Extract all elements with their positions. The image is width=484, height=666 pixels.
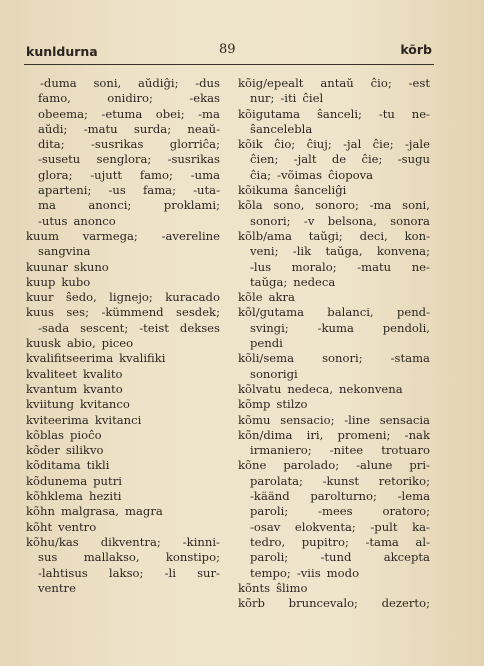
entry-line: kõlvatu nedeca, nekonvena xyxy=(238,381,403,396)
entry-line: kõla sono, sonoro; -ma soni, xyxy=(238,198,430,213)
header-right-guideword: kõrb xyxy=(400,42,432,57)
entry-line: aŭdi; -matu surda; neaŭ- xyxy=(38,121,220,136)
entry-line: kõrb bruncevalo; dezerto; xyxy=(238,596,430,611)
entry-line: -käänd parolturno; -lema xyxy=(250,489,430,504)
entry-line: kõik ĉio; ĉiuj; -jal ĉie; -jale xyxy=(238,137,430,152)
entry-line: veni; -lik taŭga, konvena; xyxy=(250,244,430,259)
left-column xyxy=(26,76,220,596)
entry-line: kõig/epealt antaŭ ĉio; -est xyxy=(238,76,430,90)
page-number: 89 xyxy=(219,42,236,57)
entry-line: dita; -susrikas glorriĉa; xyxy=(38,137,220,152)
entry-line: -duma soni, aŭdiĝi; -dus xyxy=(40,76,220,90)
entry-line: parolata; -kunst retoriko; xyxy=(250,473,430,488)
entry-line: kõlb/ama taŭgi; deci, kon- xyxy=(238,228,430,243)
right-column xyxy=(238,76,430,611)
entry-line: obeema; -etuma obei; -ma xyxy=(38,106,220,121)
page-header xyxy=(26,42,432,62)
entry-line: kõnts ŝlimo xyxy=(238,580,308,595)
entry-line: tempo; -viis modo xyxy=(250,565,360,580)
entry-line: kuus ses; -kümmend sesdek; xyxy=(26,305,220,320)
entry-line: kõn/dima iri, promeni; -nak xyxy=(238,427,430,442)
entry-line: kviteerima kvitanci xyxy=(26,412,142,427)
entry-line: kõhklema heziti xyxy=(26,489,122,504)
entry-line: kõle akra xyxy=(238,290,295,305)
entry-line: irmaniero; -nitee trotuaro xyxy=(250,443,430,458)
entry-line: ventre xyxy=(38,580,76,595)
entry-line: kviitung kvitanco xyxy=(26,397,130,412)
entry-line: sonori; -v belsona, sonora xyxy=(250,213,430,228)
entry-line: kõht ventro xyxy=(26,519,97,534)
entry-line: glora; -ujutt famo; -uma xyxy=(38,167,220,182)
entry-line: ĉia; -võimas ĉiopova xyxy=(250,167,374,182)
entry-line: kõder silikvo xyxy=(26,443,104,458)
entry-line: kõigutama ŝanceli; -tu ne- xyxy=(238,106,430,121)
entry-line: paroli; -mees oratoro; xyxy=(250,504,430,519)
entry-line: tedro, pupitro; -tama al- xyxy=(250,534,430,549)
entry-line: kõditama tikli xyxy=(26,458,110,473)
entry-line: kõhu/kas dikventra; -kinni- xyxy=(26,534,220,549)
entry-line: kõl/gutama balanci, pend- xyxy=(238,305,430,320)
entry-line: kuum varmega; -avereline xyxy=(26,228,220,243)
header-left-guideword: kunldurna xyxy=(26,44,98,59)
entry-line: -utus anonco xyxy=(38,213,116,228)
entry-line: kõblas pioĉo xyxy=(26,427,102,442)
entry-line: -susetu senglora; -susrikas xyxy=(38,152,220,167)
entry-line: kuup kubo xyxy=(26,274,91,289)
entry-line: kuunar skuno xyxy=(26,259,109,274)
entry-line: kvaliteet kvalito xyxy=(26,366,123,381)
entry-line: kvalifitseerima kvalifiki xyxy=(26,351,166,366)
entry-line: sangvina xyxy=(38,244,91,259)
entry-line: -sada sescent; -teist dekses xyxy=(38,320,220,335)
entry-line: -lus moralo; -matu ne- xyxy=(250,259,430,274)
entry-line: pendi xyxy=(250,336,283,351)
entry-line: kõdunema putri xyxy=(26,473,122,488)
entry-line: -lahtisus lakso; -li sur- xyxy=(38,565,220,580)
entry-line: svingi; -kuma pendoli, xyxy=(250,320,430,335)
entry-line: kõli/sema sonori; -stama xyxy=(238,351,430,366)
entry-line: sonorigi xyxy=(250,366,298,381)
entry-line: ĉien; -jalt de ĉie; -sugu xyxy=(250,152,430,167)
entry-line: ma anonci; proklami; xyxy=(38,198,220,213)
entry-line: ŝancelebla xyxy=(250,121,313,136)
entry-line: paroli; -tund akcepta xyxy=(250,550,430,565)
entry-line: -osav elokventa; -pult ka- xyxy=(250,519,430,534)
entry-line: kõmu sensacio; -line sensacia xyxy=(238,412,430,427)
entry-line: kõne parolado; -alune pri- xyxy=(238,458,430,473)
entry-line: kõhn malgrasa, magra xyxy=(26,504,163,519)
entry-line: nur; -iti ĉiel xyxy=(250,91,324,106)
entry-line: kvantum kvanto xyxy=(26,381,123,396)
entry-line: taŭga; nedeca xyxy=(250,274,336,289)
entry-line: kõikuma ŝanceliĝi xyxy=(238,183,347,198)
header-rule xyxy=(24,64,434,65)
entry-line: famo, onidiro; -ekas xyxy=(38,91,220,106)
entry-line: aparteni; -us fama; -uta- xyxy=(38,183,220,198)
entry-line: sus mallakso, konstipo; xyxy=(38,550,220,565)
entry-line: kõmp stilzo xyxy=(238,397,308,412)
entry-line: kuur ŝedo, lignejo; kuracado xyxy=(26,290,220,305)
entry-line: kuusk abio, piceo xyxy=(26,336,134,351)
